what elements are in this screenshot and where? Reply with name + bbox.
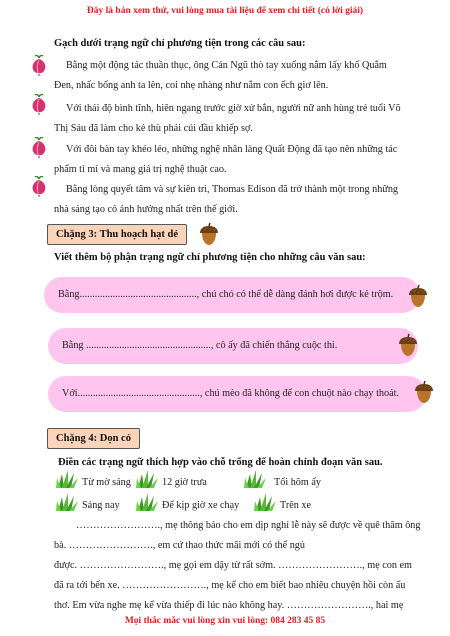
fill-in-item-2[interactable]: Bằng ................................................., cô ấy đã chiến thắng cuộc thi. — [48, 328, 418, 364]
fill-in-item-3[interactable]: Với................................................, chú mèo đã không để con chuột nào chạy thoát. — [48, 376, 426, 412]
acorn-icon — [407, 284, 431, 308]
sentence-1: Bằng một động tác thuần thục, ông Cán Ngũ thò tay xuống nắm lấy khố Quắm Đen, nhấc bổng anh ta lên, coi nhẹ nhàng như nắm con ếch giơ lên. — [54, 60, 387, 91]
acorn-icon — [397, 333, 421, 357]
exercise-heading: Gạch dưới trạng ngữ chỉ phương tiện trong các câu sau: — [54, 38, 306, 49]
option-1: Từ mờ sáng — [82, 477, 131, 488]
preview-notice-banner: Đây là bản xem thử, vui lòng mua tài liệu để xem chi tiết (có lời giải) — [86, 6, 364, 16]
fill-in-item-1[interactable]: Bằng.............................................., chú chó có thể dễ dàng đánh hơi được kẻ trộm. — [44, 277, 420, 313]
onion-icon — [30, 94, 48, 116]
chapter-4-instruction: Điền các trạng ngữ thích hợp vào chỗ trống để hoàn chỉnh đoạn văn sau. — [58, 457, 383, 468]
chapter-4-title: Chặng 4: Dọn cỏ — [47, 428, 140, 449]
chapter-3-title: Chặng 3: Thu hoạch hạt dẻ — [47, 224, 187, 245]
sentence-4: Bằng lòng quyết tâm và sự kiên trì, Thomas Edison đã trở thành một trong những nhà sáng tạo có ảnh hưởng nhất trên thế giới. — [54, 184, 399, 215]
grass-icon — [136, 493, 158, 513]
onion-icon — [30, 55, 48, 77]
grass-icon — [56, 493, 78, 513]
acorn-icon — [198, 222, 220, 246]
grass-icon — [136, 470, 158, 490]
sentence-3: Với đôi bàn tay khéo léo, những nghệ nhân làng Quất Động đã tạo nên những tác phẩm tỉ mỉ và mang giá trị nghệ thuật cao. — [54, 144, 398, 175]
option-6: Trên xe — [280, 500, 312, 511]
onion-icon — [30, 137, 48, 159]
onion-icon — [30, 176, 48, 198]
sentence-2: Với thái độ bình tĩnh, hiên ngang trước giờ xử bắn, người nữ anh hùng trẻ tuổi Võ Thị Sáu đã làm cho kẻ thù phải cúi đầu khiếp sợ. — [54, 103, 401, 134]
chapter-3-instruction: Viết thêm bộ phận trạng ngữ chỉ phương tiện cho những câu văn sau: — [54, 252, 366, 263]
contact-banner: Mọi thắc mắc vui lòng xin vui lòng: 084 283 45 85 — [124, 616, 326, 626]
option-5: Để kịp giờ xe chạy — [162, 500, 240, 511]
option-3: Tối hôm ấy — [274, 477, 321, 488]
grass-icon — [56, 470, 78, 490]
option-2: 12 giờ trưa — [162, 477, 207, 488]
grass-icon — [254, 493, 276, 513]
option-4: Sáng nay — [82, 500, 120, 511]
grass-icon — [244, 470, 266, 490]
fill-in-paragraph: ……………………., mẹ thông báo cho em dịp nghỉ lễ này sẽ được về quê thăm ông bà. ……………………., em cứ thao thức mãi mới có thể ngủ được. ……………………., mẹ gọi em dậy từ rất sớm. ……………………., mẹ con em đã ra tới bến xe. ……………………., mẹ kể cho em biết bao nhiêu chuyện hồi còn ấu thơ. Em vừa nghe mẹ kể vừa thiếp đi lúc nào không hay. ……………………., hai mẹ — [54, 520, 421, 611]
acorn-icon — [413, 380, 437, 404]
